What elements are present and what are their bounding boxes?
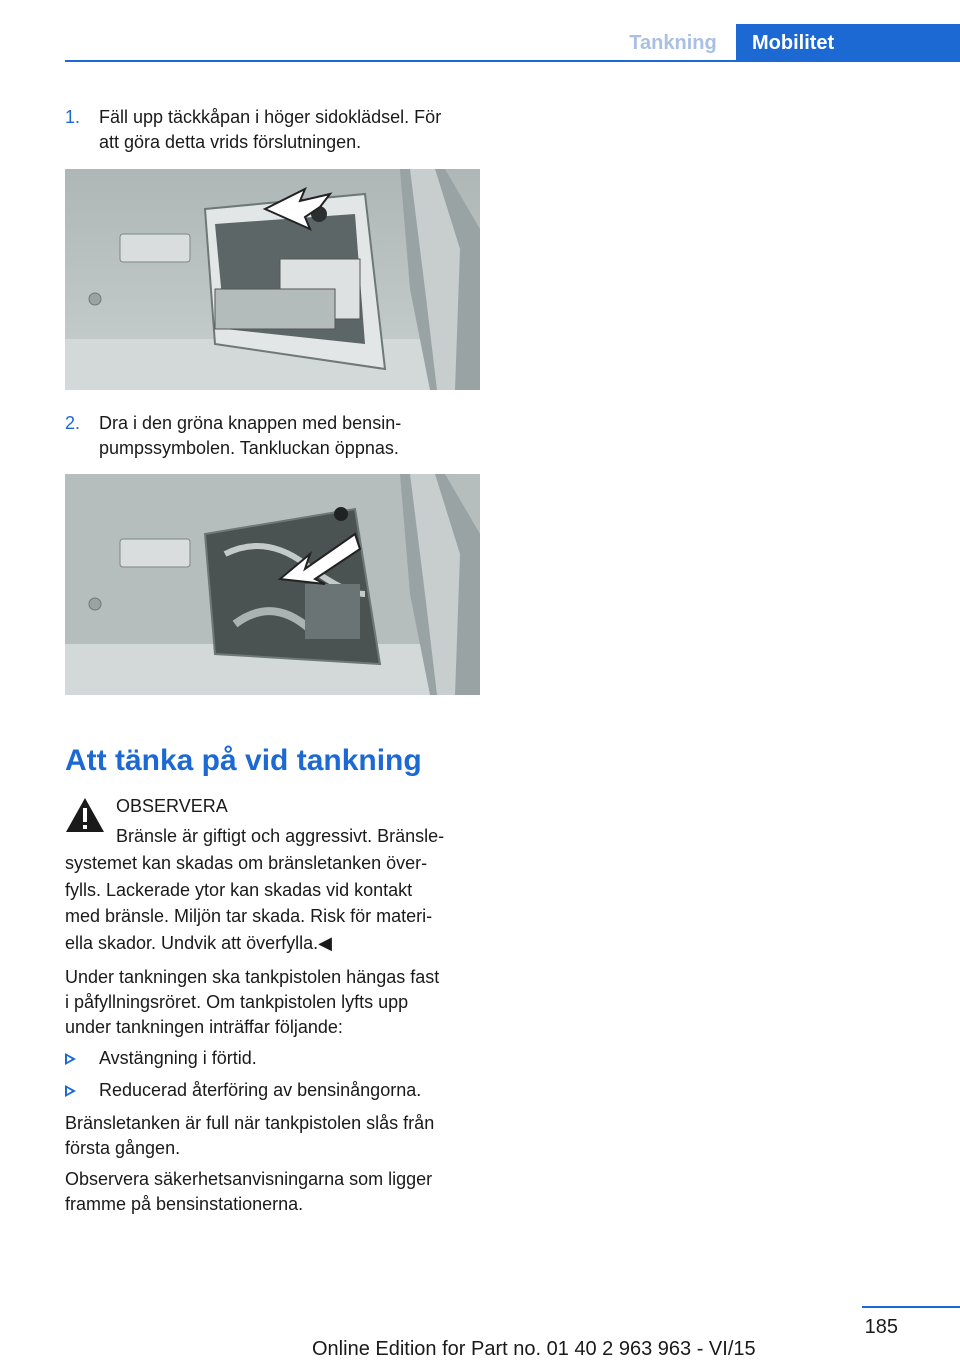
figure-cover-panel [65,169,480,390]
step-text-line: Dra i den gröna knappen med bensin‐ [99,413,402,433]
bullet-text: Reducerad återföring av bensinångorna. [99,1080,422,1100]
warning-text-line: systemet kan skadas om bränsletanken över‐ [65,853,428,873]
bullet-text: Avstängning i förtid. [99,1048,257,1068]
step-2 [65,411,485,461]
page-number: 185 [864,1316,898,1338]
fuel-release-illustration [65,474,480,695]
paragraph-full-tank [65,1111,495,1161]
step-text-line: pumpssymbolen. Tankluckan öppnas. [99,438,399,458]
step-1 [65,105,485,155]
step-number: 2. [65,413,81,433]
footer-edition: Online Edition for Part no. 01 40 2 963 963 - VI/15 [312,1338,756,1360]
warning-text-line: ella skador. Undvik att överfylla.◀ [65,932,332,953]
paragraph-line: framme på bensinstationerna. [65,1194,304,1214]
footer-rule [862,1306,960,1308]
step-number: 1. [65,107,81,127]
section-title: Att tänka på vid tankning [65,744,422,777]
bullet-item [65,1046,495,1071]
paragraph-line: första gången. [65,1138,181,1158]
warning-label: OBSERVERA [116,796,228,816]
paragraph-observe [65,1167,495,1217]
step-text-line: Fäll upp täckkåpan i höger sidoklädsel. För [99,107,442,127]
warning-triangle-icon [65,797,105,833]
header-rule [65,60,960,62]
paragraph-line: Observera säkerhetsanvisningarna som ligger [65,1169,433,1189]
warning-text-first-line: Bränsle är giftigt och aggressivt. Bränsle‐ [116,826,445,846]
paragraph-line: under tankningen inträffar följande: [65,1017,343,1037]
bullet-item [65,1078,495,1103]
header-section-tab: Tankning [629,32,717,54]
bullet-triangle-icon [65,1085,76,1097]
paragraph-line: Bränsletanken är full när tankpistolen slås från [65,1113,435,1133]
figure-release-button [65,474,480,695]
paragraph-intro [65,965,495,1040]
warning-text-line: med bränsle. Miljön tar skada. Risk för materi‐ [65,906,433,926]
paragraph-line: Under tankningen ska tankpistolen hängas fast [65,967,440,987]
warning-text-line: fylls. Lackerade ytor kan skadas vid kontakt [65,879,413,900]
trunk-cover-illustration [65,169,480,390]
step-text-line: att göra detta vrids förslutningen. [99,132,362,152]
warning-text [65,850,495,956]
paragraph-line: i påfyllningsröret. Om tankpistolen lyfts upp [65,992,409,1012]
bullet-triangle-icon [65,1053,76,1065]
header-chapter-tab: Mobilitet [736,24,960,62]
